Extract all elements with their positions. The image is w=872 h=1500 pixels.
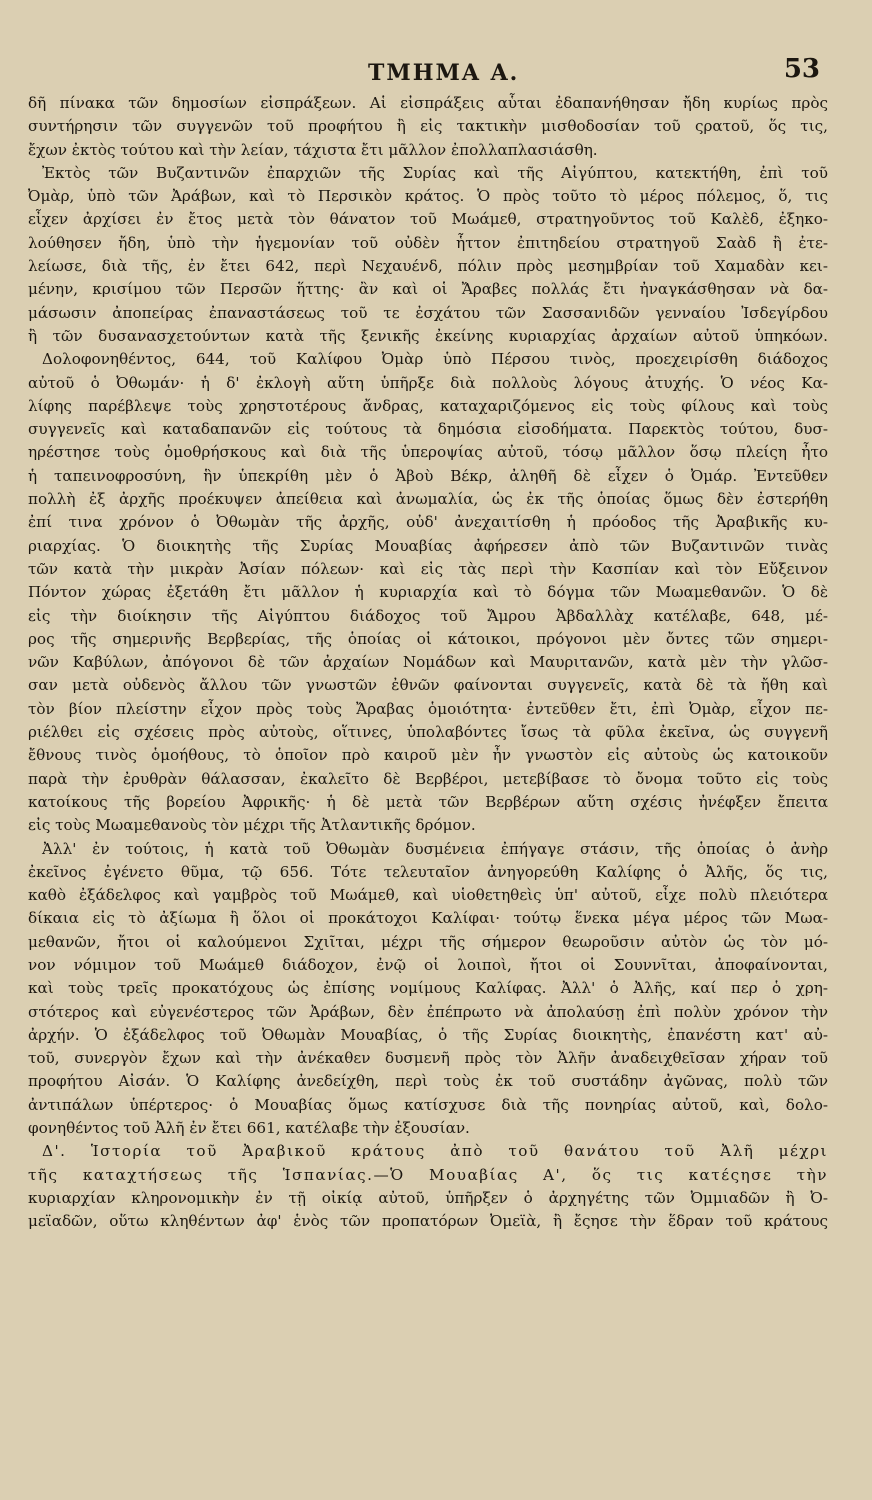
text-line: πολλὴ ἐξ ἀρχῆς προέκυψεν ἀπείθεια καὶ ἀνωμαλία, ὡς ἐκ τῆς ὁποίας ὅμως δὲν ἐστερήθη <box>28 490 828 509</box>
text-line: μεθανῶν, ἤτοι οἱ καλούμενοι Σχιῖται, μέχρι τῆς σήμερον θεωροῦσιν αὐτὸν ὡς τὸν μό- <box>28 932 828 951</box>
text-line: ἔθνους τινὸς ὁμοήθους, τὸ ὁποῖον πρὸ καιροῦ μὲν ἦν γνωστὸν εἰς αὐτοὺς ὡς κατοικοῦν <box>28 746 828 765</box>
text-line: αὐτοῦ ὁ Ὀθωμάν· ἡ δ' ἐκλογὴ αὕτη ὑπῆρξε διὰ πολλοὺς λόγους ἀτυχής. Ὁ νέος Κα- <box>28 373 828 392</box>
text-line: στότερος καὶ εὐγενέστερος τῶν Ἀράβων, δὲν ἐπέπρωτο νὰ ἀπολαύσῃ ἐπὶ πολὺν χρόνον τὴν <box>28 1002 828 1021</box>
text-line: σαν μετὰ οὐδενὸς ἄλλου τῶν γνωστῶν ἐθνῶν φαίνονται συγγενεῖς, κατὰ δὲ τὰ ἤθη καὶ <box>28 676 828 695</box>
text-line: μεϊαδῶν, οὕτω κληθέντων ἀφ' ἑνὸς τῶν προπατόρων Ὀμεϊὰ, ἢ ἔςησε τὴν ἕδραν τοῦ κράτους <box>28 1212 828 1231</box>
text-line: ριαρχίας. Ὁ διοικητὴς τῆς Συρίας Μουαβίας ἀφήρεσεν ἀπὸ τῶν Βυζαντινῶν τινὰς <box>28 536 828 555</box>
text-line: δίκαια εἰς τὸ ἀξίωμα ἢ ὅλοι οἱ προκάτοχοι Καλίφαι· τούτῳ ἕνεκα μέγα μέρος τῶν Μωα- <box>28 909 828 928</box>
text-line: λείωσε, διὰ τῆς, ἐν ἔτει 642, περὶ Νεχαυένδ, πόλιν πρὸς μεσημβρίαν τοῦ Χαμαδὰν κει- <box>28 257 828 276</box>
text-line: ηρέστησε τοὺς ὁμοθρήσκους καὶ διὰ τῆς ὑπεροψίας αὐτοῦ, τόσῳ μᾶλλον ὅσῳ πλείςη ἦτο <box>28 443 828 462</box>
text-line: Ὀμὰρ, ὑπὸ τῶν Ἀράβων, καὶ τὸ Περσικὸν κράτος. Ὁ πρὸς τοῦτο τὸ μέρος πόλεμος, ὅ, τις <box>28 187 828 206</box>
text-line: εἶχεν ἀρχίσει ἐν ἔτος μετὰ τὸν θάνατον τοῦ Μωάμεθ, στρατηγοῦντος τοῦ Καλὲδ, ἐξηκο- <box>28 210 828 229</box>
text-line: Δολοφονηθέντος, 644, τοῦ Καλίφου Ὀμὰρ ὑπὸ Πέρσου τινὸς, προεχειρίσθη διάδοχος <box>42 350 828 369</box>
text-line: καὶ τοὺς τρεῖς προκατόχους ὡς ἐπίσης νομίμους Καλίφας. Ἀλλ' ὁ Ἀλῆς, καί περ ὁ χρη- <box>28 979 828 998</box>
text-line: ἐκεῖνος ἐγένετο θῦμα, τῷ 656. Τότε τελευταῖον ἀνηγορεύθη Καλίφης ὁ Ἀλῆς, ὅς τις, <box>28 862 828 881</box>
text-line: ριέλθει εἰς σχέσεις πρὸς αὐτοὺς, οἵτινες, ὑπολαβόντες ἴσως τὰ φῦλα ἐκεῖνα, ὡς συγγενῆ <box>28 723 828 742</box>
text-line: εἰς τὴν διοίκησιν τῆς Αἰγύπτου διάδοχος τοῦ Ἄμρου Ἀβδαλλὰχ κατέλαβε, 648, μέ- <box>28 606 828 625</box>
page-number: 53 <box>783 54 820 84</box>
text-line: ἢ τῶν δυσανασχετούντων κατὰ τῆς ξενικῆς ἐκείνης κυριαρχίας ἀρχαίων αὐτοῦ ὑπηκόων. <box>28 326 828 345</box>
text-line: νον νόμιμον τοῦ Μωάμεθ διάδοχον, ἐνῷ οἱ λοιποὶ, ἤτοι οἱ Σουννῖται, ἀποφαίνονται, <box>28 955 828 974</box>
text-line: λίφης παρέβλεψε τοὺς χρηστοτέρους ἄνδρας, καταχαριζόμενος εἰς τοὺς φίλους καὶ τοὺς <box>28 396 828 415</box>
text-line: συγγενεῖς καὶ καταδαπανῶν εἰς τούτους τὰ δημόσια εἰσοδήματα. Παρεκτὸς τούτου, δυσ- <box>28 420 828 439</box>
text-line: φονηθέντος τοῦ Ἀλῆ ἐν ἔτει 661, κατέλαβε τὴν ἐξουσίαν. <box>28 1119 470 1138</box>
text-line: δῆ πίνακα τῶν δημοσίων εἰσπράξεων. Αἱ εἰσπράξεις αὗται ἐδαπανήθησαν ἤδη κυρίως πρὸς <box>28 94 828 112</box>
text-line: νῶν Καβύλων, ἀπόγονοι δὲ τῶν ἀρχαίων Νομάδων καὶ Μαυριτανῶν, κατὰ μὲν τὴν γλῶσ- <box>28 653 828 672</box>
text-line: ἔχων ἐκτὸς τούτου καὶ τὴν λείαν, τάχιστα ἔτι μᾶλλον ἐπολλαπλασιάσθη. <box>28 140 598 159</box>
body-text <box>28 92 828 1234</box>
text-line: μένην, κρισίμου τῶν Περσῶν ἥττης· ἂν καὶ οἱ Ἄραβες πολλάς ἔτι ἠναγκάσθησαν νὰ δα- <box>28 280 828 299</box>
text-line: παρὰ τὴν ἐρυθρὰν θάλασσαν, ἐκαλεῖτο δὲ Βερβέροι, μετεβίβασε τὸ ὄνομα τοῦτο εἰς τοὺς <box>28 769 828 788</box>
text-line: τοῦ, συνεργὸν ἔχων καὶ τὴν ἀνέκαθεν δυσμενῆ πρὸς τὸν Ἀλῆν ἀναδειχθεῖσαν χήραν τοῦ <box>28 1049 828 1068</box>
text-line: ρος τῆς σημερινῆς Βερβερίας, τῆς ὁποίας οἱ κάτοικοι, πρόγονοι μὲν ὄντες τῶν σημερι- <box>28 629 828 648</box>
text-line: ἐπί τινα χρόνον ὁ Ὀθωμὰν τῆς ἀρχῆς, οὐδ' ἀνεχαιτίσθη ἡ πρόοδος τῆς Ἀραβικῆς κυ- <box>28 513 828 532</box>
text-line: μάσωσιν ἀποπείρας ἐπαναστάσεως τοῦ τε ἐσχάτου τῶν Σασσανιδῶν γενναίου Ἰσδεγίρδου <box>28 303 828 322</box>
text-line: Ἐκτὸς τῶν Βυζαντινῶν ἐπαρχιῶν τῆς Συρίας καὶ τῆς Αἰγύπτου, κατεκτήθη, ἐπὶ τοῦ <box>42 163 828 182</box>
text-line: καθὸ ἐξάδελφος καὶ γαμβρὸς τοῦ Μωάμεθ, καὶ υἱοθετηθεὶς ὑπ' αὐτοῦ, εἶχε πολὺ πλειότερα <box>28 886 828 905</box>
text-line: εἰς τοὺς Μωαμεθανοὺς τὸν μέχρι τῆς Ἀτλαντικῆς δρόμον. <box>28 816 476 835</box>
text-line: ἀντιπάλων ὑπέρτερος· ὁ Μουαβίας ὅμως κατίσχυσε διὰ τῆς πονηρίας αὐτοῦ, καὶ, δολο- <box>28 1095 828 1114</box>
page-header <box>28 52 828 92</box>
text-line: Ἀλλ' ἐν τούτοις, ἡ κατὰ τοῦ Ὀθωμὰν δυσμένεια ἐπήγαγε στάσιν, τῆς ὁποίας ὁ ἀνὴρ <box>42 839 828 858</box>
running-title: ΤΜΗΜΑ Α. <box>368 60 520 86</box>
text-line: Πόντον χώρας ἐξετάθη ἔτι μᾶλλον ἡ κυριαρχία καὶ τὸ δόγμα τῶν Μωαμεθανῶν. Ὁ δὲ <box>28 583 828 602</box>
text-line: προφήτου Αἰσάν. Ὁ Καλίφης ἀνεδείχθη, περὶ τοὺς ἐκ τοῦ συστάδην ἀγῶνας, πολὺ τῶν <box>28 1072 828 1091</box>
text-line: κατοίκους τῆς βορείου Ἀφρικῆς· ἡ δὲ μετὰ τῶν Βερβέρων αὕτη σχέσις ἠνέφξεν ἔπειτα <box>28 792 828 811</box>
text-line: λούθησεν ἤδη, ὑπὸ τὴν ἡγεμονίαν τοῦ οὐδὲν ἧττον ἐπιτηδείου στρατηγοῦ Σαὰδ ἢ ἐτε- <box>28 233 828 252</box>
text-line: ἀρχήν. Ὁ ἐξάδελφος τοῦ Ὀθωμὰν Μουαβίας, ὁ τῆς Συρίας διοικητὴς, ἐπανέστη κατ' αὐ- <box>28 1025 828 1044</box>
text-line: κυριαρχίαν κληρονομικὴν ἐν τῇ οἰκίᾳ αὐτοῦ, ὑπῆρξεν ὁ ἀρχηγέτης τῶν Ὀμμιαδῶν ἢ Ὀ- <box>28 1188 828 1207</box>
text-line: συντήρησιν τῶν συγγενῶν τοῦ προφήτου ἢ εἰς τακτικὴν μισθοδοσίαν τοῦ ςρατοῦ, ὅς τις, <box>28 117 828 136</box>
text-line: ἡ ταπεινοφροσύνη, ἣν ὑπεκρίθη μὲν ὁ Ἀβοὺ Βέκρ, ἀληθῆ δὲ εἶχεν ὁ Ὀμάρ. Ἐντεῦθεν <box>28 466 828 485</box>
section-heading: Δ'. Ἱστορία τοῦ Ἀραβικοῦ κράτους ἀπὸ τοῦ θανάτου τοῦ Ἀλῆ μέχρι <box>42 1142 828 1161</box>
text-line: τὸν βίον πλείστην εἶχον πρὸς τοὺς Ἄραβας ὁμοιότητα· ἐντεῦθεν ἔτι, ἐπὶ Ὀμὰρ, εἶχον πε- <box>28 699 828 718</box>
text-line: τῶν κατὰ τὴν μικρὰν Ἀσίαν πόλεων· καὶ εἰς τὰς περὶ τὴν Κασπίαν καὶ τὸν Εὔξεινον <box>28 559 828 578</box>
section-heading: τῆς καταχτήσεως τῆς Ἱσπανίας.—Ὁ Μουαβίας Α', ὅς τις κατέςησε τὴν <box>28 1165 828 1184</box>
